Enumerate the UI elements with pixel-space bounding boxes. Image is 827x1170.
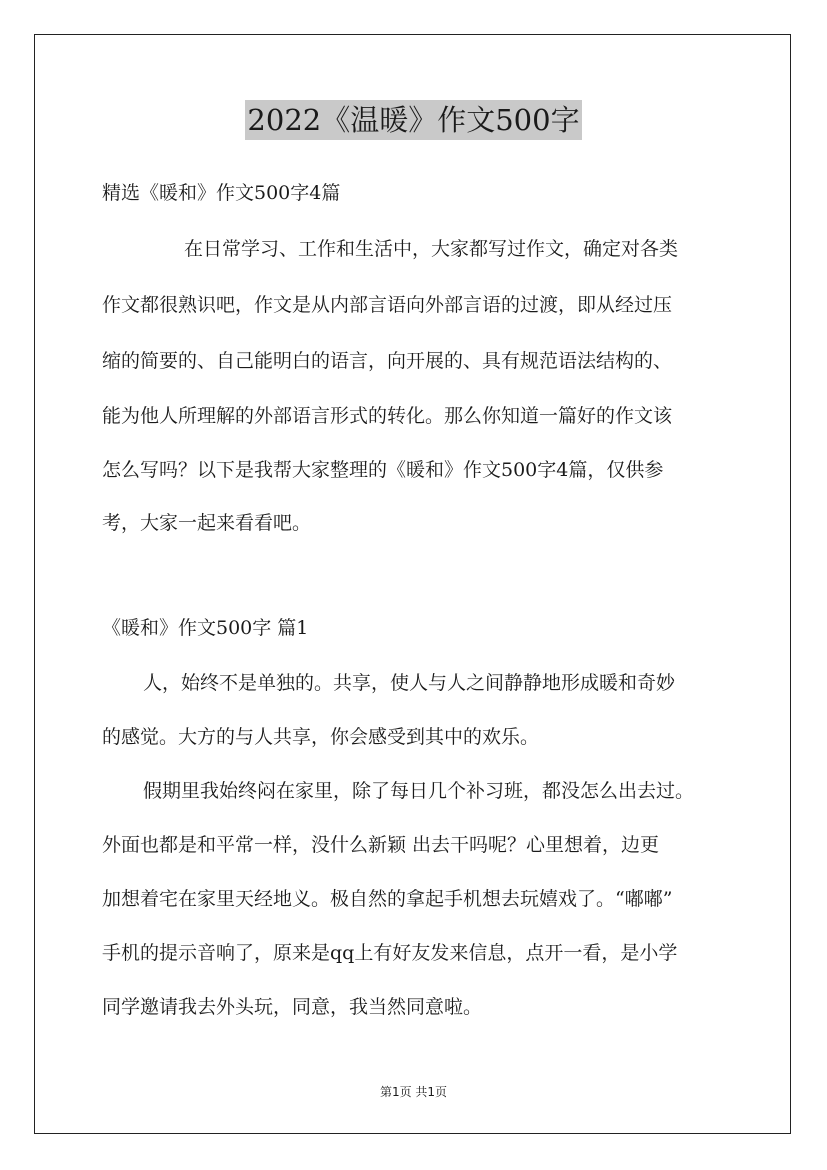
intro-line: 作文都很熟识吧，作文是从内部言语向外部言语的过渡，即从经过压 [102, 294, 673, 316]
paragraph-line: 假期里我始终闷在家里，除了每日几个补习班，都没怎么出去过。 [143, 780, 695, 802]
title-container [0, 100, 827, 140]
document-title: 2022《温暖》作文500字 [245, 100, 581, 140]
paragraph-line: 外面也都是和平常一样，没什么新颖 出去干吗呢？心里想着，边更 [102, 834, 660, 856]
intro-line: 在日常学习、工作和生活中，大家都写过作文，确定对各类 [184, 238, 679, 260]
subtitle: 精选《暖和》作文500字4篇 [102, 182, 341, 204]
section-heading: 《暖和》作文500字 篇1 [102, 617, 309, 639]
paragraph-line: 的感觉。大方的与人共享，你会感受到其中的欢乐。 [102, 726, 540, 748]
page-footer: 第1页 共1页 [379, 1085, 448, 1099]
paragraph-line: 人，始终不是单独的。共享，使人与人之间静静地形成暖和奇妙 [143, 672, 676, 694]
paragraph-line: 同学邀请我去外头玩，同意，我当然同意啦。 [102, 996, 483, 1018]
paragraph-line: 手机的提示音响了，原来是qq上有好友发来信息，点开一看，是小学 [102, 942, 678, 964]
intro-line: 怎么写吗？以下是我帮大家整理的《暖和》作文500字4篇，仅供参 [102, 459, 664, 481]
paragraph-line: 加想着宅在家里天经地义。极自然的拿起手机想去玩嬉戏了。“嘟嘟” [102, 888, 673, 910]
intro-line: 考，大家一起来看看吧。 [102, 512, 312, 534]
intro-line: 能为他人所理解的外部语言形式的转化。那么你知道一篇好的作文该 [102, 405, 673, 427]
intro-line: 缩的简要的、自己能明白的语言，向开展的、具有规范语法结构的、 [102, 350, 673, 372]
